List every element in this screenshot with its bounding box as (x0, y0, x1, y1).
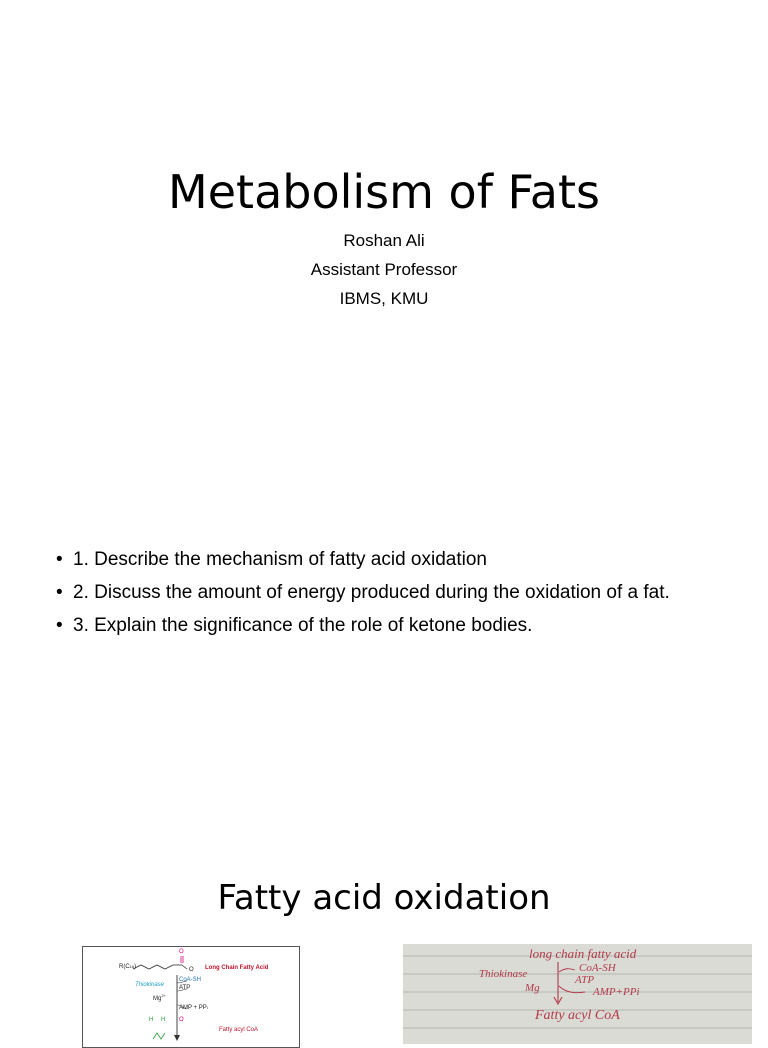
title-slide (0, 0, 768, 336)
objective-item: • 3. Explain the significance of the role of ketone bodies. (56, 614, 706, 638)
ppi-subscript: i (206, 1005, 208, 1010)
magnesium-charge: 2+ (161, 993, 166, 998)
reaction-diagram-drawing (83, 947, 299, 1047)
fatty-acid-oxidation-slide (0, 840, 768, 1033)
coash-label: CoA-SH (179, 977, 202, 983)
oxygen-anion: O (189, 967, 194, 973)
substrate-close: ) (134, 964, 137, 970)
hydrogen-label: H (161, 1017, 166, 1023)
objectives-slide (0, 480, 768, 740)
handwritten-notes-photo (403, 944, 752, 1044)
note-coa: CoA-SH (579, 962, 616, 974)
note-amp: AMP+PPi (593, 986, 640, 998)
long-chain-fatty-acid-label: Long Chain Fatty Acid (205, 965, 269, 971)
note-magnesium: Mg (525, 982, 540, 994)
note-atp: ATP (575, 974, 595, 986)
oxygen-top: O (179, 949, 184, 955)
substrate-subscript: 16 (129, 964, 135, 969)
objective-item: • 2. Discuss the amount of energy produced during the oxidation of a fat. (56, 581, 706, 605)
atp-label: ATP (179, 985, 191, 991)
magnesium-label: Mg (153, 996, 162, 1002)
fatty-acyl-coa-label: Fatty acyl CoA (219, 1027, 259, 1033)
hydrogen-label: H (149, 1017, 154, 1023)
slide-title: Metabolism of Fats (168, 165, 600, 219)
objective-item: • 1. Describe the mechanism of fatty acid oxidation (56, 548, 706, 572)
slide-title: Fatty acid oxidation (217, 878, 551, 918)
note-line-top: long chain fatty acid (529, 946, 637, 961)
reaction-diagram (82, 946, 300, 1048)
objectives-list (56, 548, 706, 647)
substrate-label: R(C (119, 964, 130, 970)
author-position: Assistant Professor (310, 260, 458, 279)
slide-subtitle (0, 226, 768, 313)
thiokinase-label: Thiokinase (135, 982, 165, 988)
note-enzyme: Thiokinase (479, 968, 528, 980)
author-affiliation: IBMS, KMU (339, 289, 429, 308)
note-product: Fatty acyl CoA (535, 1008, 620, 1023)
amp-ppi-label: AMP + PP (179, 1005, 207, 1011)
author-name: Roshan Ali (343, 231, 425, 250)
oxygen-bottom: O (179, 1017, 184, 1023)
